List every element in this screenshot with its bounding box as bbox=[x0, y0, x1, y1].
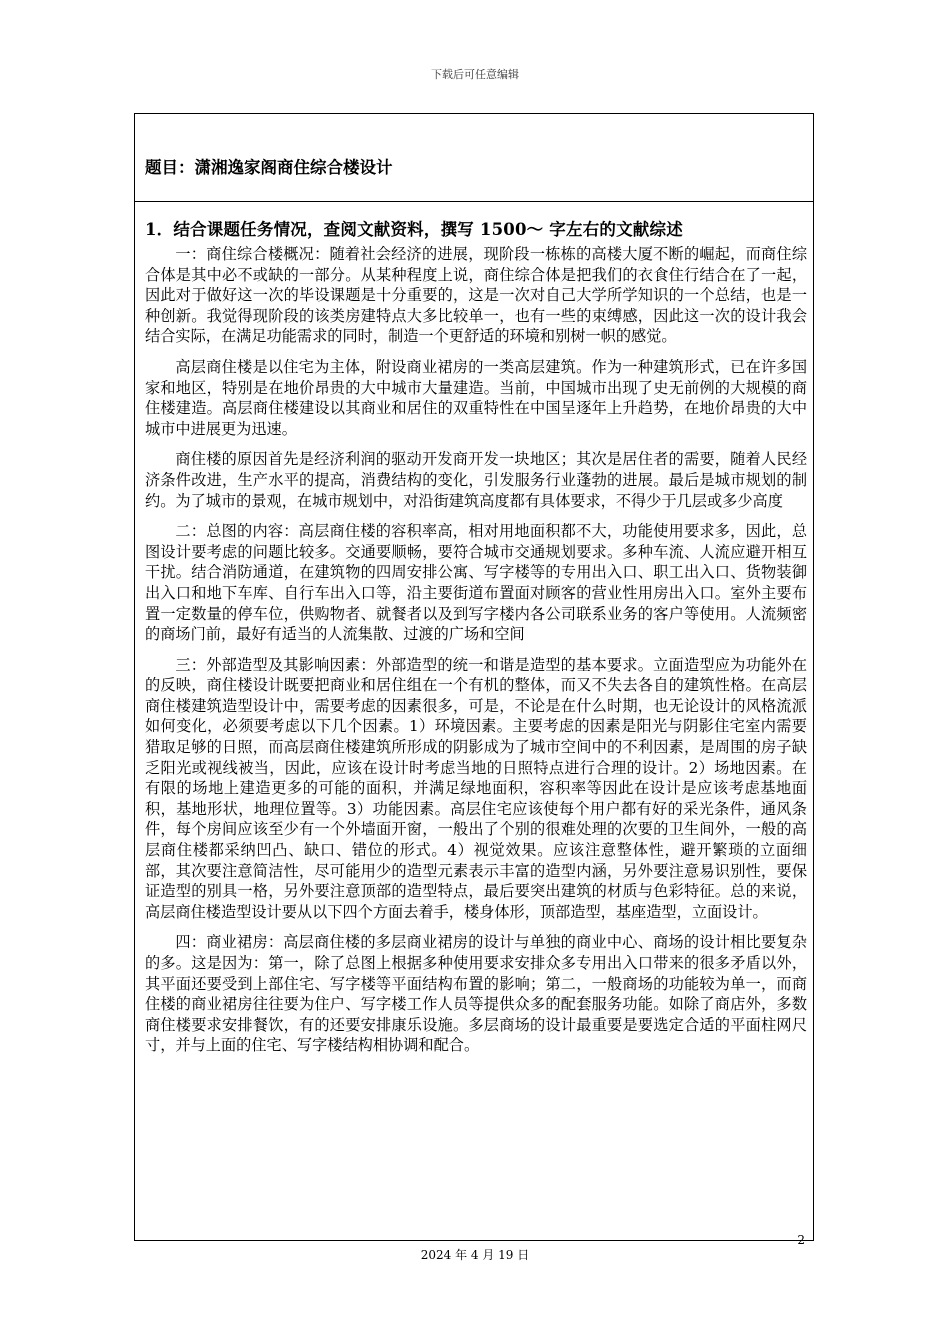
paragraph: 三：外部造型及其影响因素：外部造型的统一和谐是造型的基本要求。立面造型应为功能外在的反映，商住楼设计既要把商业和居住组在一个有机的整体，而又不失去各自的建筑性格。在高层商住楼建筑造型设计中，需要考虑的因素很多，可是，不论是在什么时期，也无论设计的风格流派如何变化，必须要考虑以下几个因素。1）环境因素。主要考虑的因素是阳光与阴影住宅室内需要猎取足够的日照，而高层商住楼建筑所形成的阴影成为了城市空间中的不利因素，是周围的房子缺乏阳光或视线被当，因此，应该在设计时考虑当地的日照特点进行合理的设计。2）场地因素。在有限的场地上建造更多的可能的面积，并满足绿地面积，容积率等因此在设计是应该考虑基地面积，基地形状，地理位置等。3）功能因素。高层住宅应该使每个用户都有好的采光条件，通风条件，每个房间应该至少有一个外墙面开窗，一般出了个别的很难处理的次要的卫生间外，一般的高层商住楼都采纳凹凸、缺口、错位的形式。4）视觉效果。应该注意整体性，避开繁琐的立面细部，其次要注意简洁性，尽可能用少的造型元素表示丰富的造型内涵，另外要注意易识别性，要保证造型的别具一格，另外要注意顶部的造型特点，最后要突出建筑的材质与色彩特征。总的来说，高层商住楼造型设计要从以下四个方面去着手，楼身体形，顶部造型，基座造型，立面设计。 bbox=[145, 655, 807, 921]
document-title: 题目：潇湘逸家阁商住综合楼设计 bbox=[145, 158, 393, 177]
paragraph: 二：总图的内容：高层商住楼的容积率高，相对用地面积都不大，功能使用要求多，因此，总图设计要考虑的问题比较多。交通要顺畅，要符合城市交通规划要求。多种车流、人流应避开相互干扰。结合消防通道，在建筑物的四周安排公寓、写字楼等的专用出入口、职工出入口、货物装御出入口和地下车库、自行车出入口等，沿主要街道布置面对顾客的营业性用房出入口。室外主要布置一定数量的停车位，供购物者、就餐者以及到写字楼内各公司联系业务的客户等使用。人流频密的商场门前，最好有适当的人流集散、过渡的广场和空间 bbox=[145, 522, 807, 644]
footer-date: 2024 年 4 月 19 日 bbox=[420, 1248, 530, 1262]
paragraph: 商住楼的原因首先是经济利润的驱动开发商开发一块地区；其次是居住者的需要，随着人民经济条件改进，生产水平的提高，消费结构的变化，引发服务行业蓬勃的进展。最后是城市规划的制约。为了城市的景观，在城市规划中，对沿街建筑高度都有具体要求，不得少于几层或多少高度 bbox=[145, 450, 807, 510]
content-cell bbox=[145, 216, 807, 1066]
paragraph: 四：商业裙房：高层商住楼的多层商业裙房的设计与单独的商业中心、商场的设计相比要复杂的多。这是因为：第一，除了总图上根据多种使用要求安排众多专用出入口带来的很多矛盾以外，其平面还要受到上部住宅、写字楼等平面结构布置的影响；第二，一般商场的功能较为单一，而商住楼的商业裙房往往要为住户、写字楼工作人员等提供众多的配套服务功能。如除了商店外，多数商住楼要求安排餐饮，有的还要安排康乐设施。多层商场的设计最重要是要选定合适的平面柱网尺寸，并与上面的住宅、写字楼结构相协调和配合。 bbox=[145, 933, 807, 1055]
header-note: 下载后可任意编辑 bbox=[431, 68, 519, 81]
section-heading: 1．结合课题任务情况，查阅文献资料，撰写 1500～ 字左右的文献综述 bbox=[145, 220, 683, 239]
paragraph: 高层商住楼是以住宅为主体，附设商业裙房的一类高层建筑。作为一种建筑形式，已在许多国家和地区，特别是在地价昂贵的大中城市大量建造。当前，中国城市出现了史无前例的大规模的商住楼建造。高层商住楼建设以其商业和居住的双重特性在中国呈逐年上升趋势，在地价昂贵的大中城市中进展更为迅速。 bbox=[145, 357, 807, 438]
document-table bbox=[134, 113, 814, 1241]
page-number: 2 bbox=[797, 1233, 805, 1247]
paragraph: 一：商住综合楼概况：随着社会经济的进展，现阶段一栋栋的高楼大厦不断的崛起，而商住综合体是其中必不或缺的一部分。从某种程度上说，商住综合体是把我们的衣食住行结合在了一起，因此对于做好这一次的毕设课题是十分重要的，这是一次对自己大学所学知识的一个总结，也是一种创新。我觉得现阶段的该类房建特点大多比较单一，也有一些的束缚感，因此这一次的设计我会结合实际，在满足功能需求的同时，制造一个更舒适的环境和别树一帜的感觉。 bbox=[145, 245, 807, 346]
title-row bbox=[135, 114, 813, 202]
